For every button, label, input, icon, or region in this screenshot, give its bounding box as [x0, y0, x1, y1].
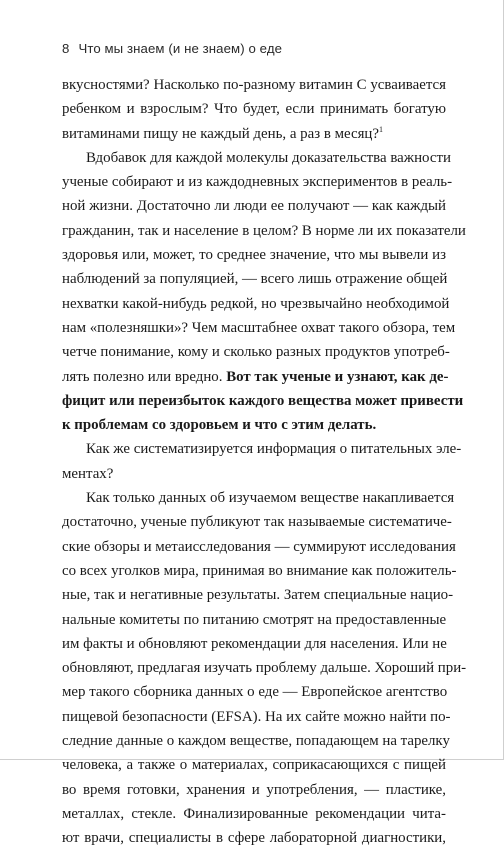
- footnote-marker: 1: [379, 124, 384, 134]
- text-line: Вдобавок для каждой молекулы доказательства важности: [86, 149, 451, 166]
- page-number: 8: [62, 41, 70, 56]
- text-line: достаточно, ученые публикуют так называемые систематиче-: [62, 514, 452, 531]
- bold-emphasis: Вот так ученые и узнают, как де-: [226, 368, 449, 385]
- body-text: [62, 73, 467, 851]
- text-line: ребенком и взрослым? Что будет, если принимать богатую: [62, 101, 446, 118]
- text-line: ют врачи, специалисты в сфере лабораторной диагностики,: [62, 830, 446, 847]
- text-line: нехватки какой-нибудь редкой, но чрезвычайно необходимой: [62, 295, 450, 312]
- running-header: [62, 41, 282, 56]
- text-line: нам «полезняшки»? Чем масштабнее охват такого обзора, тем: [62, 319, 456, 336]
- text-line: им факты и обновляют рекомендации для населения. Или не: [62, 635, 447, 652]
- text-line: пищевой безопасности (EFSA). На их сайте можно найти по-: [62, 708, 451, 725]
- text-line: во время готовки, хранения и употребления, — пластике,: [62, 781, 446, 798]
- text-line: здоровья или, может, то среднее значение, что мы вывели из: [62, 247, 446, 264]
- text-line: ной жизни. Достаточно ли люди ее получают — как каждый: [62, 198, 446, 215]
- text-line: человека, а также о материалах, соприкасающихся с пищей: [62, 757, 446, 774]
- text-line: наблюдений за популяцией, — всего лишь отражение общей: [62, 271, 448, 288]
- text-line: следние данные о каждом веществе, попадающем на тарелку: [62, 733, 450, 750]
- text-line: ментах?: [62, 465, 114, 482]
- text-line: Как только данных об изучаемом веществе накапливается: [86, 490, 455, 507]
- text-line-content: витаминами пищу не каждый день, а раз в месяц?: [62, 125, 380, 142]
- text-line: Как же систематизируется информация о питательных эле-: [86, 441, 462, 458]
- text-line: вкусностями? Насколько по-разному витамин С усваивается: [62, 77, 446, 93]
- text-line: со всех уголков мира, принимая во внимание как положитель-: [62, 562, 457, 579]
- text-line: ученые собирают и из каждодневных экспериментов в реаль-: [62, 174, 453, 191]
- text-line: мер такого сборника данных о еде — Европейское агентство: [62, 684, 448, 701]
- text-line: нальные комитеты по питанию смотрят на предоставленные: [62, 611, 447, 628]
- text-line: обновляют, предлагая изучать проблему дальше. Хороший при-: [62, 660, 467, 677]
- text-line: гражданин, так и население в целом? В норме ли их показатели: [62, 222, 466, 239]
- text-line: металлах, стекле. Финализированные рекомендации чита-: [62, 805, 446, 822]
- text-line-content: лять полезно или вредно.: [62, 368, 223, 385]
- text-line: [62, 122, 446, 146]
- text-line: [62, 365, 449, 389]
- bold-emphasis: фицит или переизбыток каждого вещества может привести: [62, 392, 464, 409]
- text-line: [62, 413, 446, 437]
- running-title: Что мы знаем (и не знаем) о еде: [78, 41, 283, 56]
- bold-emphasis: к проблемам со здоровьем и что с этим делать.: [62, 417, 377, 434]
- text-line: ные, так и негативные результаты. Затем специальные нацио-: [62, 587, 454, 604]
- text-line: [62, 389, 464, 413]
- text-line: ские обзоры и метаисследования — суммируют исследования: [62, 538, 456, 555]
- text-line: четче понимание, кому и сколько разных продуктов употреб-: [62, 344, 450, 361]
